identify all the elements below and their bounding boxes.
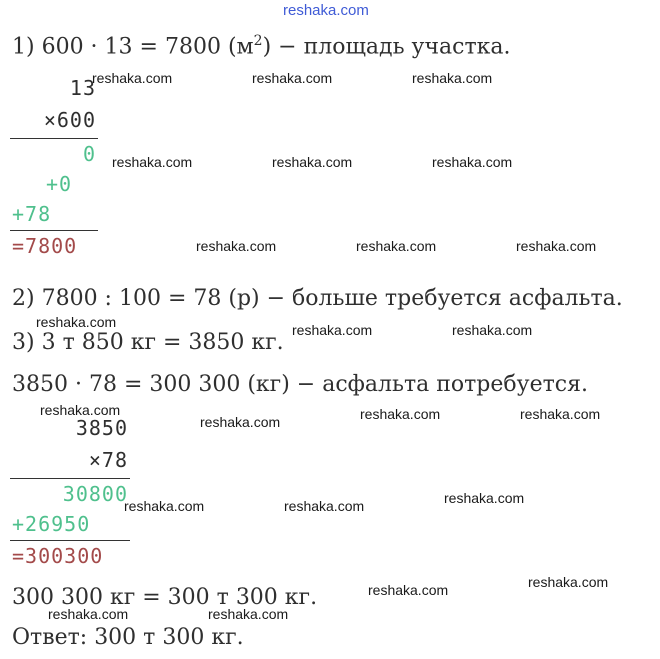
watermark: reshaka.com	[528, 574, 609, 590]
watermark: reshaka.com	[200, 414, 281, 430]
watermark-top: reshaka.com	[283, 2, 369, 19]
mult1-multiplicand: 13	[69, 76, 96, 100]
solution-step-3: 3) 3 т 850 кг = 3850 кг.	[12, 330, 284, 355]
mult1-rule-top	[10, 138, 98, 139]
mult1-rule-bottom	[10, 230, 98, 231]
step-1-superscript: 2	[253, 33, 263, 49]
watermark: reshaka.com	[208, 606, 289, 622]
mult2-multiplier: ×78	[88, 448, 128, 472]
watermark: reshaka.com	[520, 406, 601, 422]
answer-line: Ответ: 300 т 300 кг.	[12, 625, 244, 650]
watermark: reshaka.com	[112, 154, 193, 170]
mult1-partial-2: +0	[46, 172, 73, 196]
mult2-rule-bottom	[10, 540, 130, 541]
watermark: reshaka.com	[356, 238, 437, 254]
step-1-text-end: ) − площадь участка.	[262, 34, 511, 60]
mult2-multiplicand: 3850	[75, 416, 128, 440]
watermark: reshaka.com	[36, 314, 117, 330]
watermark: reshaka.com	[292, 322, 373, 338]
mult1-partial-1: 0	[82, 142, 96, 166]
watermark: reshaka.com	[196, 238, 277, 254]
watermark: reshaka.com	[360, 406, 441, 422]
watermark: reshaka.com	[412, 70, 493, 86]
watermark: reshaka.com	[124, 498, 205, 514]
mult2-partial-2: +26950	[12, 512, 91, 536]
mult1-result: =7800	[12, 234, 78, 258]
mult2-rule-top	[10, 478, 130, 479]
watermark: reshaka.com	[432, 154, 513, 170]
watermark: reshaka.com	[272, 154, 353, 170]
solution-step-4: 3850 · 78 = 300 300 (кг) − асфальта потребуется.	[12, 372, 588, 397]
mult2-result: =300300	[12, 544, 104, 568]
solution-step-2: 2) 7800 : 100 = 78 (р) − больше требуется асфальта.	[12, 286, 623, 311]
watermark: reshaka.com	[444, 490, 525, 506]
watermark: reshaka.com	[284, 498, 365, 514]
solution-step-1	[12, 33, 511, 59]
watermark: reshaka.com	[516, 238, 597, 254]
watermark: reshaka.com	[48, 606, 129, 622]
watermark: reshaka.com	[452, 322, 533, 338]
step-1-text: 1) 600 · 13 = 7800 (м	[12, 34, 254, 60]
watermark: reshaka.com	[92, 70, 173, 86]
mult1-partial-3: +78	[12, 202, 52, 226]
watermark: reshaka.com	[252, 70, 333, 86]
solution-step-5: 300 300 кг = 300 т 300 кг.	[12, 585, 318, 610]
watermark: reshaka.com	[368, 582, 449, 598]
mult1-multiplier: ×600	[43, 108, 96, 132]
watermark: reshaka.com	[40, 402, 121, 418]
mult2-partial-1: 30800	[62, 482, 128, 506]
